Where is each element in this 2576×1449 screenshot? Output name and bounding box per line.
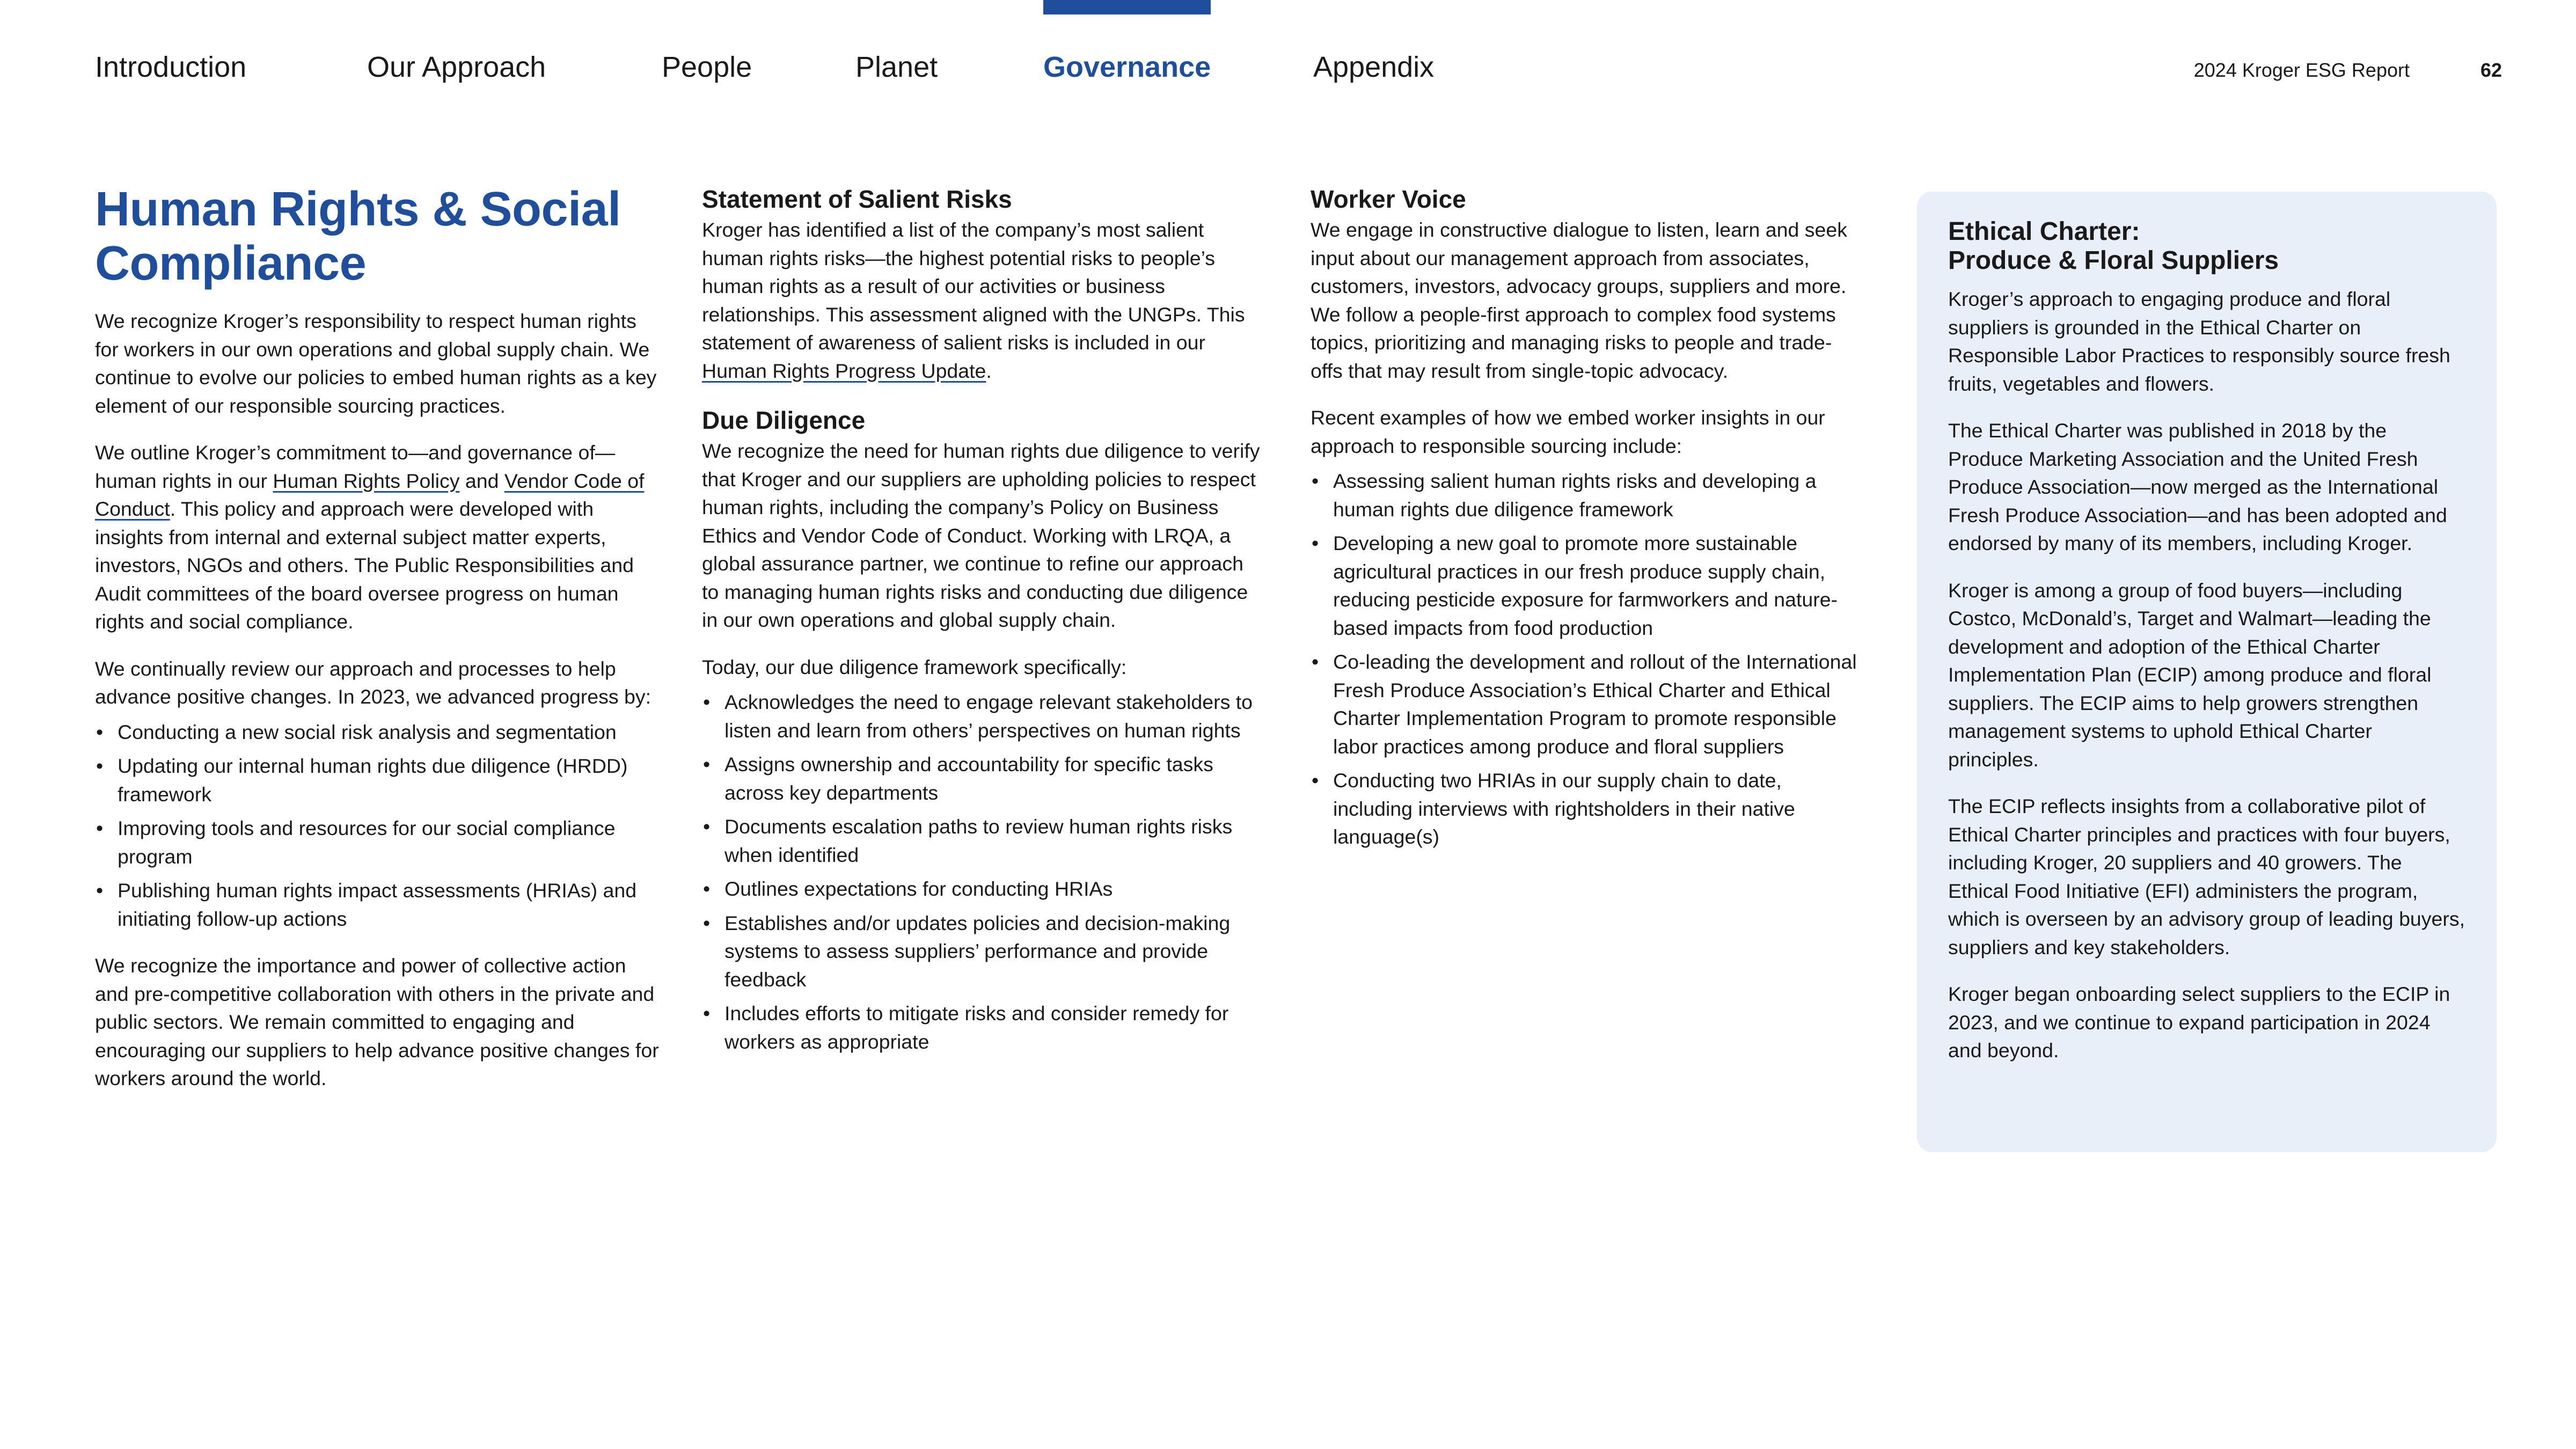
list-item: • Conducting a new social risk analysis and segmentation [95, 718, 664, 747]
worker-voice-paragraph: We engage in constructive dialogue to listen, learn and seek input about our management approach from associates, customers, investors, advocacy groups, suppliers and more. We follow a people-first approach to complex food systems topics, prioritizing and managing risks to people and trade-offs that may result from single-topic advocacy. [1311, 218, 1847, 382]
tab-people[interactable]: People [662, 51, 752, 83]
worker-insights-list [1311, 467, 1863, 851]
salient-risks-column [702, 182, 1265, 1074]
list-item: • Conducting two HRIAs in our supply chain to date, including interviews with rightsholders in their native language(s) [1311, 766, 1863, 851]
list-item: • Developing a new goal to promote more sustainable agricultural practices in our fresh produce supply chain, reducing pesticide exposure for farmworkers and nature-based impacts from food production [1311, 529, 1863, 642]
list-item: • Improving tools and resources for our social compliance program [95, 814, 664, 870]
policy-paragraph-text: We outline Kroger’s commitment to—and governance of—human rights in our [95, 441, 616, 492]
sidebar-paragraph: The Ethical Charter was published in 2018 by the Produce Marketing Association and the United Fresh Produce Association—now merged as the International Fresh Produce Association—and has been adopted and endorsed by many of its members, including Kroger. [1948, 419, 2447, 554]
salient-risks-text: Kroger has identified a list of the company’s most salient human rights risks—the highest potential risks to people’s human rights as a result of our activities or business relationships. This assessment aligned with the UNGPs. This statement of awareness of salient risks is included in our [702, 218, 1245, 354]
list-item: • Updating our internal human rights due diligence (HRDD) framework [95, 752, 664, 808]
active-tab-indicator [1043, 0, 1211, 14]
list-item: • Assigns ownership and accountability for specific tasks across key departments [702, 750, 1265, 807]
sidebar-title [1948, 217, 2465, 275]
sidebar-paragraph: The ECIP reflects insights from a collaborative pilot of Ethical Charter principles and practices with four buyers, including Kroger, 20 suppliers and 40 growers. The Ethical Food Initiative (EFI) administers the program, which is overseen by an advisory group of leading buyers, suppliers and key stakeholders. [1948, 795, 2465, 958]
tab-planet[interactable]: Planet [855, 51, 938, 83]
framework-intro-paragraph: Today, our due diligence framework specifically: [702, 655, 1127, 678]
worker-voice-heading: Worker Voice [1311, 185, 1466, 213]
list-item: • Co-leading the development and rollout of the International Fresh Produce Association’s Ethical Charter and Ethical Charter Implementation Program to promote responsible labor practices among produce and floral suppliers [1311, 648, 1863, 760]
framework-list [702, 688, 1265, 1056]
worker-voice-column [1311, 182, 1863, 870]
list-item: • Documents escalation paths to review human rights risks when identified [702, 813, 1265, 869]
human-rights-progress-update-link[interactable]: Human Rights Progress Update [702, 359, 986, 382]
list-item: • Acknowledges the need to engage relevant stakeholders to listen and learn from others’ perspectives on human rights [702, 688, 1265, 744]
vendor-code-of-conduct-link[interactable]: Vendor Code of Conduct [95, 469, 645, 520]
progress-paragraph: We continually review our approach and processes to help advance positive changes. In 2023, we advanced progress by: [95, 657, 652, 708]
progress-list [95, 718, 664, 933]
policy-paragraph-text: . This policy and approach were developed with insights from internal and external subject matter experts, investors, NGOs and others. The Public Responsibilities and Audit committees of the board oversee progress on human rights and social compliance. [95, 497, 634, 633]
collaboration-paragraph: We recognize the importance and power of collective action and pre-competitive collaboration with others in the private and public sectors. We remain committed to engaging and encouraging our suppliers to help advance positive changes for workers around the world. [95, 954, 659, 1089]
sidebar-paragraph: Kroger’s approach to engaging produce and floral suppliers is grounded in the Ethical Charter on Responsible Labor Practices to responsibly source fresh fruits, vegetables and flowers. [1948, 288, 2450, 395]
list-item: • Includes efforts to mitigate risks and consider remedy for workers as appropriate [702, 999, 1265, 1056]
list-item: • Establishes and/or updates policies and decision-making systems to assess suppliers’ performance and provide feedback [702, 909, 1265, 994]
list-item: • Publishing human rights impact assessments (HRIAs) and initiating follow-up actions [95, 876, 664, 933]
due-diligence-paragraph: We recognize the need for human rights due diligence to verify that Kroger and our suppliers are upholding policies to respect human rights, including the company’s Policy on Business Ethics and Vendor Code of Conduct. Working with LRQA, a global assurance partner, we continue to refine our approach to managing human rights risks and conducting due diligence in our own operations and global supply chain. [702, 440, 1260, 631]
human-rights-column [95, 182, 664, 1111]
sidebar-paragraph: Kroger began onboarding select suppliers to the ECIP in 2023, and we continue to expand participation in 2024 and beyond. [1948, 983, 2450, 1062]
tab-introduction[interactable]: Introduction [95, 51, 247, 83]
top-navigation [0, 0, 2576, 107]
page-title: Human Rights & Social Compliance [95, 182, 621, 290]
sidebar-title-line: Ethical Charter: [1948, 217, 2140, 246]
tab-appendix[interactable]: Appendix [1313, 51, 1435, 83]
list-item: • Outlines expectations for conducting HRIAs [702, 875, 1265, 903]
human-rights-policy-link[interactable]: Human Rights Policy [273, 469, 460, 492]
salient-risks-text: . [986, 359, 992, 382]
ethical-charter-sidebar [1917, 192, 2497, 1152]
policy-paragraph [95, 438, 664, 636]
list-item: • Assessing salient human rights risks and developing a human rights due diligence framework [1311, 467, 1863, 523]
tab-governance[interactable]: Governance [1043, 51, 1211, 83]
sidebar-paragraph: Kroger is among a group of food buyers—including Costco, McDonald’s, Target and Walmart—leading the development and adoption of the Ethical Charter Implementation Plan (ECIP) among produce and floral suppliers. The ECIP aims to help growers strengthen management systems to uphold Ethical Charter principles. [1948, 579, 2432, 771]
intro-paragraph: We recognize Kroger’s responsibility to respect human rights for workers in our own operations and global supply chain. We continue to evolve our policies to embed human rights as a key element of our responsible sourcing practices. [95, 310, 657, 417]
report-title: 2024 Kroger ESG Report [2193, 59, 2410, 81]
due-diligence-heading: Due Diligence [702, 406, 866, 434]
salient-risks-paragraph [702, 216, 1265, 385]
tab-our-approach[interactable]: Our Approach [367, 51, 546, 83]
page-number: 62 [2480, 59, 2502, 81]
policy-paragraph-text: and [459, 469, 504, 492]
sidebar-title-line: Produce & Floral Suppliers [1948, 246, 2279, 275]
worker-insights-paragraph: Recent examples of how we embed worker insights in our approach to responsible sourcing include: [1311, 406, 1825, 457]
salient-risks-heading: Statement of Salient Risks [702, 185, 1012, 213]
